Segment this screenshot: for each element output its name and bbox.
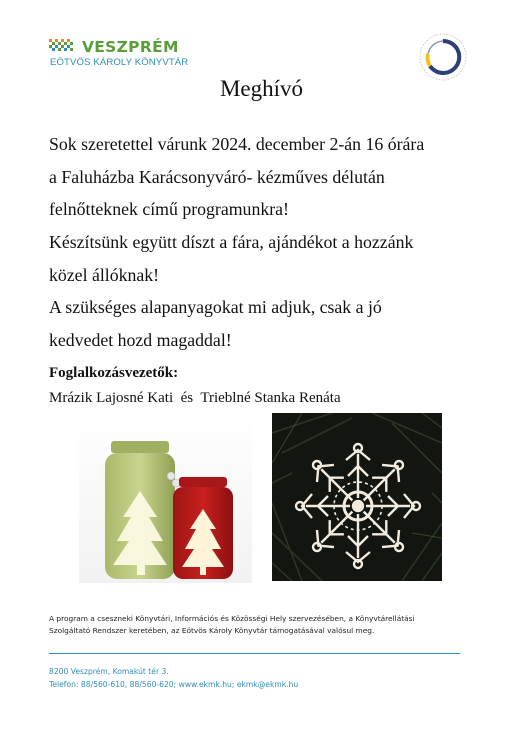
body-line: A szükséges alapanyagokat mi adjuk, csak a jó xyxy=(49,297,382,318)
body-line: a Faluházba Karácsonyváró- kézműves délután xyxy=(49,166,385,187)
contact-block xyxy=(49,665,298,691)
logo-title: VESZPRÉM xyxy=(82,38,179,56)
leaders-heading: Foglalkozásvezetők: xyxy=(49,365,179,381)
body-line: közel állóknak! xyxy=(49,264,160,285)
body-line: Sok szeretettel várunk 2024. december 2-án 16 órára xyxy=(49,134,425,154)
body-line: Készítsünk együtt díszt a fára, ajándékot a hozzánk xyxy=(49,232,414,253)
library-seal-icon xyxy=(418,32,468,82)
jar-lanterns-photo xyxy=(79,413,252,583)
body-line: felnőtteknek című programunkra! xyxy=(49,199,289,220)
invitation-body xyxy=(49,128,489,357)
logo-subtitle: EÖTVÖS KÁROLY KÖNYVTÁR xyxy=(50,57,189,68)
funding-note xyxy=(49,613,489,637)
funding-note-line: Szolgáltató Rendszer keretében, az Eötvös Károly Könyvtár támogatásával valósul meg. xyxy=(49,626,375,635)
body-line: kedvedet hozd magaddal! xyxy=(49,330,232,351)
invitation-title: Meghívó xyxy=(219,76,304,101)
footer-divider xyxy=(49,653,460,654)
crochet-snowflake-photo xyxy=(272,413,442,581)
leaders-names: Mrázik Lajosné Kati és Trieblné Stanka Renáta xyxy=(49,390,341,406)
castle-pixel-icon xyxy=(49,39,79,55)
address-text: 8200 Veszprém, Komakút tér 3. xyxy=(49,667,169,676)
contact-text: Telefon: 88/560-610, 88/560-620; www.ekmk.hu; ekmk@ekmk.hu xyxy=(49,680,299,689)
library-logo xyxy=(49,39,209,75)
funding-note-line: A program a csesznеki Könyvtári, Információs és Közösségi Hely szervezésében, a Könyvtárellátási xyxy=(49,614,415,623)
